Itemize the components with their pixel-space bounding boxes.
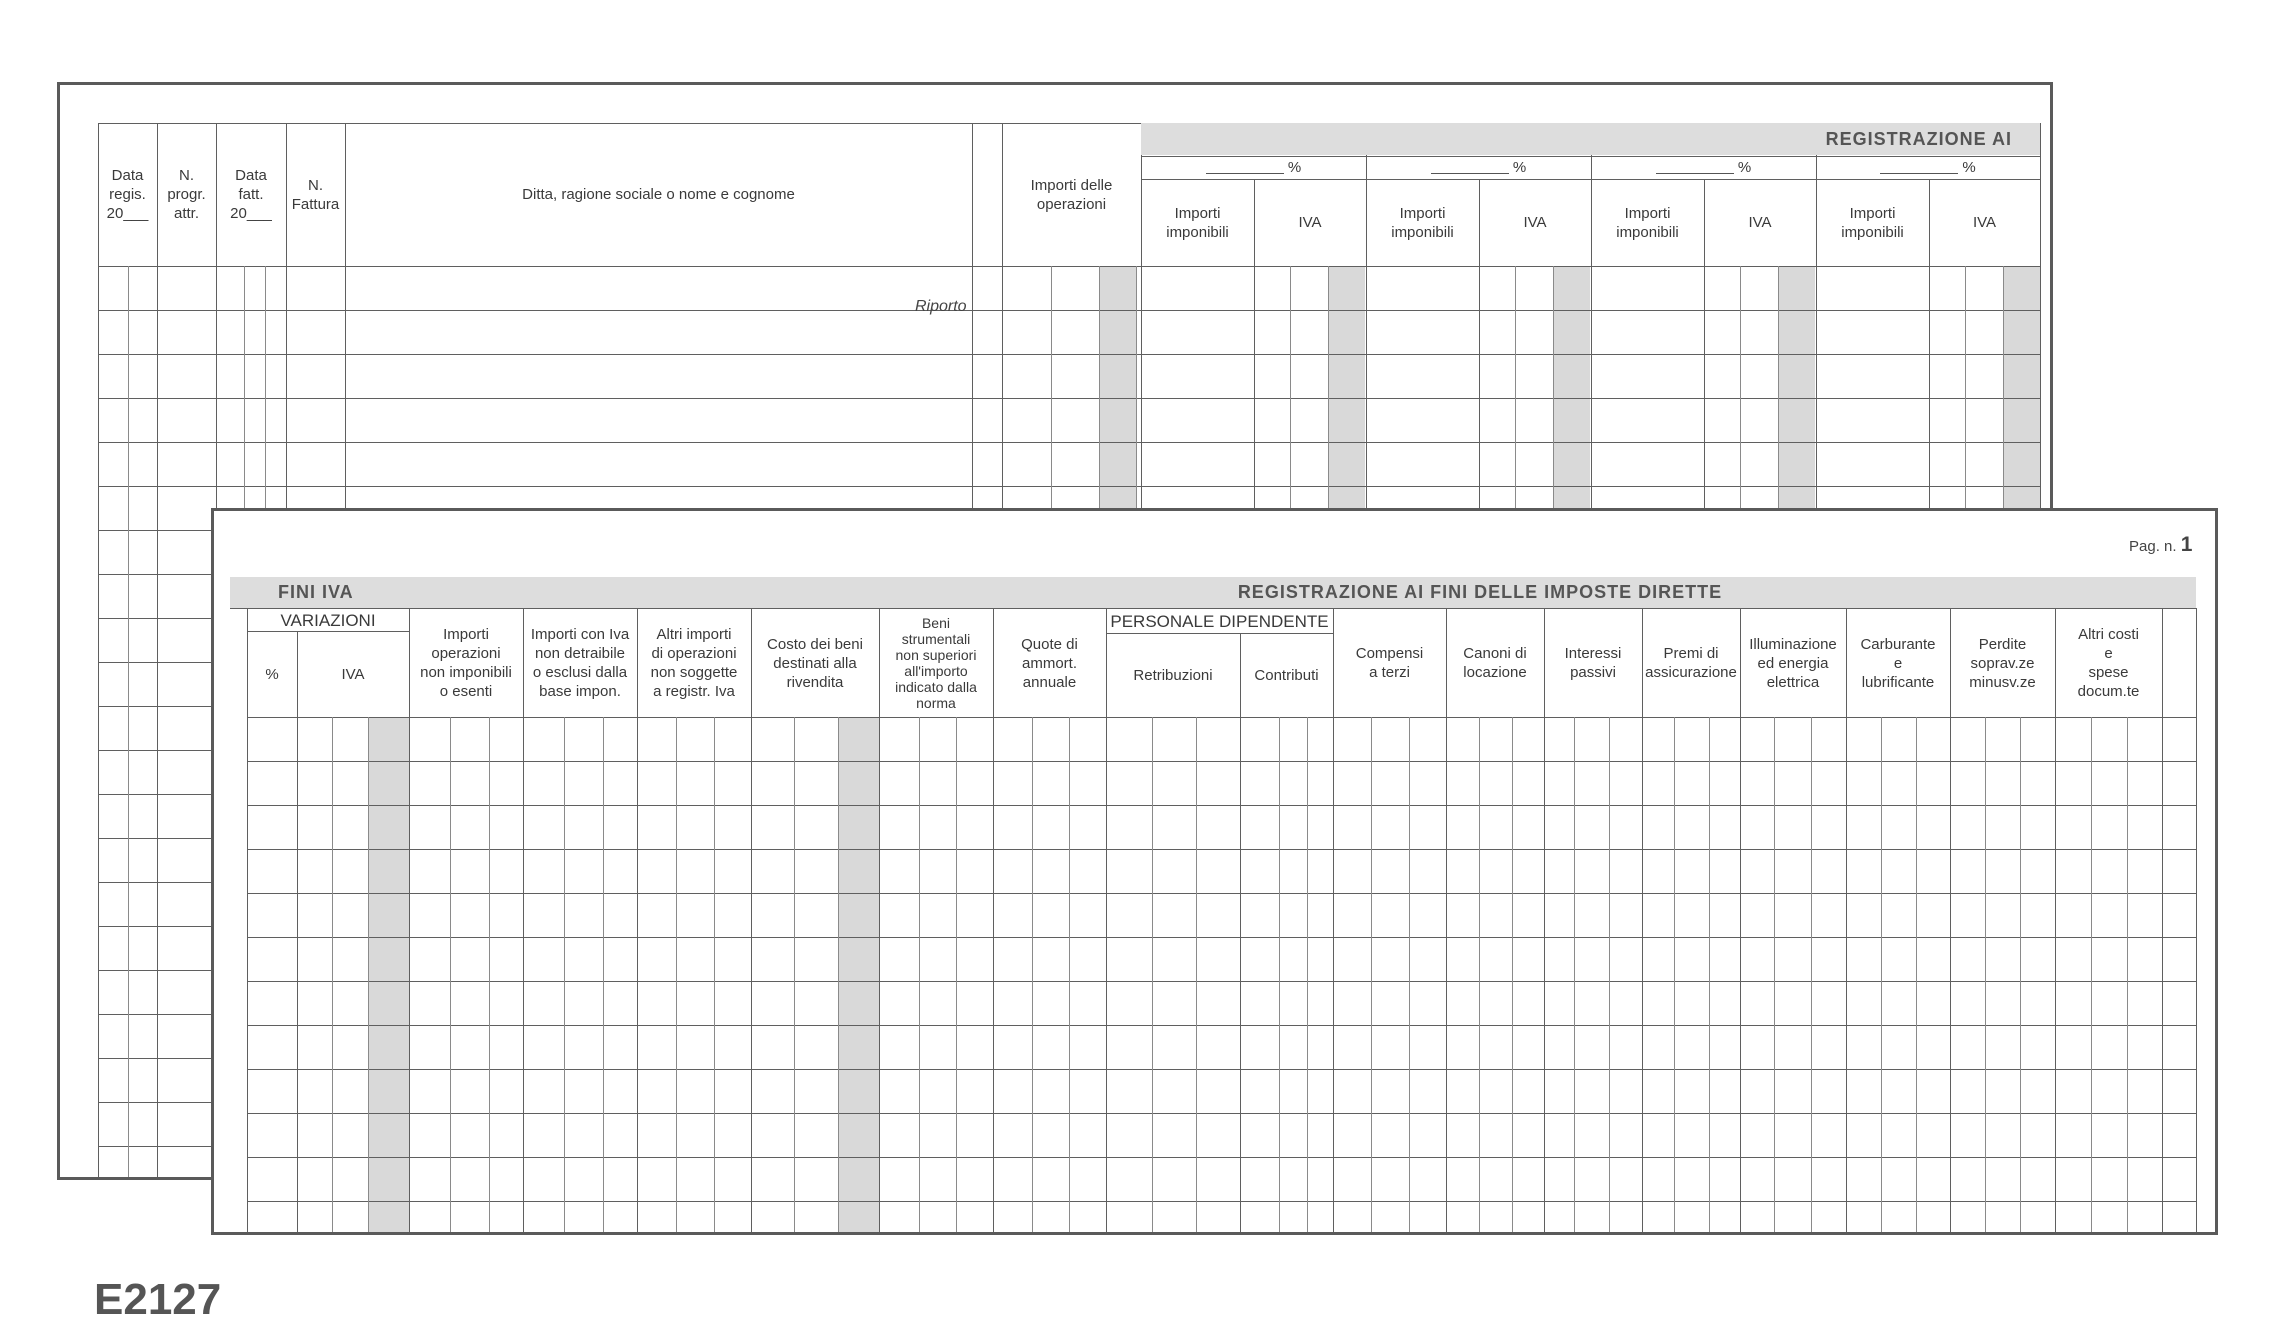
digit-line	[1916, 717, 1917, 1232]
col-header-illuminazione: Illuminazione ed energia elettrica	[1749, 635, 1837, 691]
column-border	[98, 123, 99, 1177]
digit-line	[2091, 717, 2092, 1232]
digit-line	[1371, 717, 1372, 1232]
col-header-premi: Premi di assicurazione	[1645, 645, 1737, 681]
header-bottom-line	[247, 717, 2196, 718]
digit-line	[1279, 717, 1280, 1232]
percent-group-4	[1816, 156, 2040, 178]
digit-line	[1409, 717, 1410, 1232]
row-line	[247, 1113, 2196, 1114]
digit-line	[1512, 717, 1513, 1232]
digit-line	[1709, 717, 1710, 1232]
percent-sign: %	[1737, 158, 1752, 176]
digit-line	[1811, 717, 1812, 1232]
digit-line	[564, 717, 565, 1232]
percent-blank-1[interactable]	[1206, 161, 1284, 174]
percent-sign: %	[1512, 158, 1527, 176]
digit-line	[1774, 717, 1775, 1232]
percent-group-3	[1591, 156, 1816, 178]
personale-title: PERSONALE DIPENDENTE	[1110, 611, 1329, 631]
percent-blank-3[interactable]	[1656, 161, 1734, 174]
row-line	[247, 805, 2196, 806]
taxable-header-4: Importi imponibili	[1841, 204, 1904, 241]
col-header-altri-costi: Altri costi e spese docum.te	[2077, 626, 2140, 700]
col-header-carburante: Carburante e lubrificante	[1860, 635, 1936, 691]
front-sheet	[211, 508, 2218, 1235]
col-header-importi-non-imponibili: Importi operazioni non imponibili o esenti	[420, 626, 512, 700]
digit-line	[450, 717, 451, 1232]
col-header-canoni: Canoni di locazione	[1463, 645, 1527, 681]
col-header-iva-non-detraibile: Importi con Iva non detraibile o esclusi dalla base impon.	[530, 626, 630, 700]
riporto-leader	[972, 310, 1002, 311]
header-bottom-line	[98, 266, 2040, 267]
digit-line	[1985, 717, 1986, 1232]
col-header-costo-beni: Costo dei beni destinati alla rivendita	[767, 635, 863, 691]
percent-sign: %	[1287, 158, 1302, 176]
digit-line	[838, 717, 839, 1232]
column-border	[2196, 608, 2197, 1232]
digit-line	[1307, 717, 1308, 1232]
row-line	[247, 1157, 2196, 1158]
variazioni-title: VARIAZIONI	[280, 610, 376, 630]
front-band-left	[230, 577, 764, 608]
cents-column-shade	[368, 717, 409, 1232]
row-line	[98, 486, 2040, 487]
col-header-n-fattura: N. Fattura	[291, 176, 340, 213]
digit-line	[1196, 717, 1197, 1232]
column-border	[1240, 633, 1241, 1232]
digit-line	[919, 717, 920, 1232]
digit-line	[1574, 717, 1575, 1232]
col-header-importi-operazioni: Importi delle operazioni	[1030, 176, 1113, 213]
row-line	[247, 849, 2196, 850]
page-prefix: Pag. n.	[2129, 538, 2177, 555]
percent-sign: %	[1962, 158, 1976, 176]
row-line	[247, 1025, 2196, 1026]
riporto-label: Riporto	[915, 298, 967, 315]
digit-line	[2127, 717, 2128, 1232]
digit-line	[489, 717, 490, 1232]
vat-header-1: IVA	[1298, 214, 1322, 231]
col-header-perdite: Perdite soprav.ze minusv.ze	[1969, 635, 2036, 691]
digit-line	[1881, 717, 1882, 1232]
digit-line	[1609, 717, 1610, 1232]
digit-line	[332, 717, 333, 1232]
cents-column-shade	[838, 717, 879, 1232]
col-header-retribuzioni: Retribuzioni	[1133, 667, 1213, 684]
page-number-label	[2129, 533, 2192, 557]
digit-line	[1479, 717, 1480, 1232]
digit-line	[676, 717, 677, 1232]
row-line	[247, 1069, 2196, 1070]
row-line	[247, 981, 2196, 982]
digit-line	[2020, 717, 2021, 1232]
row-line	[247, 893, 2196, 894]
digit-line	[1152, 717, 1153, 1232]
page-number: 1	[2180, 533, 2193, 556]
column-border	[2162, 608, 2163, 1232]
column-border	[297, 631, 298, 1232]
variazioni-percent-header: %	[265, 666, 279, 683]
col-header-interessi: Interessi passivi	[1564, 645, 1622, 681]
front-band-right	[764, 577, 2196, 608]
vat-header-3: IVA	[1748, 214, 1772, 231]
digit-line	[368, 717, 369, 1232]
back-band-title-text: REGISTRAZIONE AI	[1825, 128, 2012, 149]
digit-line	[1674, 717, 1675, 1232]
vat-header-4: IVA	[1972, 214, 1997, 231]
percent-blank-4[interactable]	[1880, 161, 1958, 174]
front-band-left-text: FINI IVA	[278, 582, 354, 602]
row-line	[247, 937, 2196, 938]
variazioni-vat-header: IVA	[341, 666, 365, 683]
percent-group-1	[1141, 156, 1366, 178]
row-line	[98, 354, 2040, 355]
digit-line	[603, 717, 604, 1232]
row-line	[98, 442, 2040, 443]
taxable-header-3: Importi imponibili	[1616, 204, 1679, 241]
digit-line	[1032, 717, 1033, 1232]
column-border	[157, 123, 158, 1177]
digit-line	[1069, 717, 1070, 1232]
col-header-data-fatt: Data fatt. 20___	[230, 167, 272, 222]
digit-line	[128, 266, 129, 1177]
vat-header-2: IVA	[1523, 214, 1547, 231]
row-line	[98, 310, 2040, 311]
digit-line	[794, 717, 795, 1232]
col-header-compensi: Compensi a terzi	[1355, 645, 1424, 681]
taxable-header-1: Importi imponibili	[1166, 204, 1229, 241]
row-line	[247, 761, 2196, 762]
col-header-altri-importi: Altri importi di operazioni non soggette a registr. Iva	[650, 626, 738, 700]
col-header-ditta: Ditta, ragione sociale o nome e cognome	[522, 186, 795, 203]
col-header-contributi: Contributi	[1254, 667, 1319, 684]
row-line	[98, 398, 2040, 399]
col-header-beni-strumentali: Beni strumentali non superiori all'importo indicato dalla norma	[895, 615, 977, 711]
percent-group-2	[1366, 156, 1591, 178]
col-header-quote-ammort: Quote di ammort. annuale	[1021, 635, 1078, 691]
form-code: E2127	[94, 1275, 222, 1324]
col-header-n-progr: N. progr. attr.	[167, 167, 206, 222]
row-line	[247, 1201, 2196, 1202]
digit-line	[714, 717, 715, 1232]
percent-blank-2[interactable]	[1431, 161, 1509, 174]
taxable-header-2: Importi imponibili	[1391, 204, 1454, 241]
digit-line	[956, 717, 957, 1232]
front-band-right-text: REGISTRAZIONE AI FINI DELLE IMPOSTE DIRETTE	[1237, 582, 1723, 602]
col-header-data-regis: Data regis. 20___	[106, 167, 149, 222]
back-band-title	[1141, 123, 2040, 155]
